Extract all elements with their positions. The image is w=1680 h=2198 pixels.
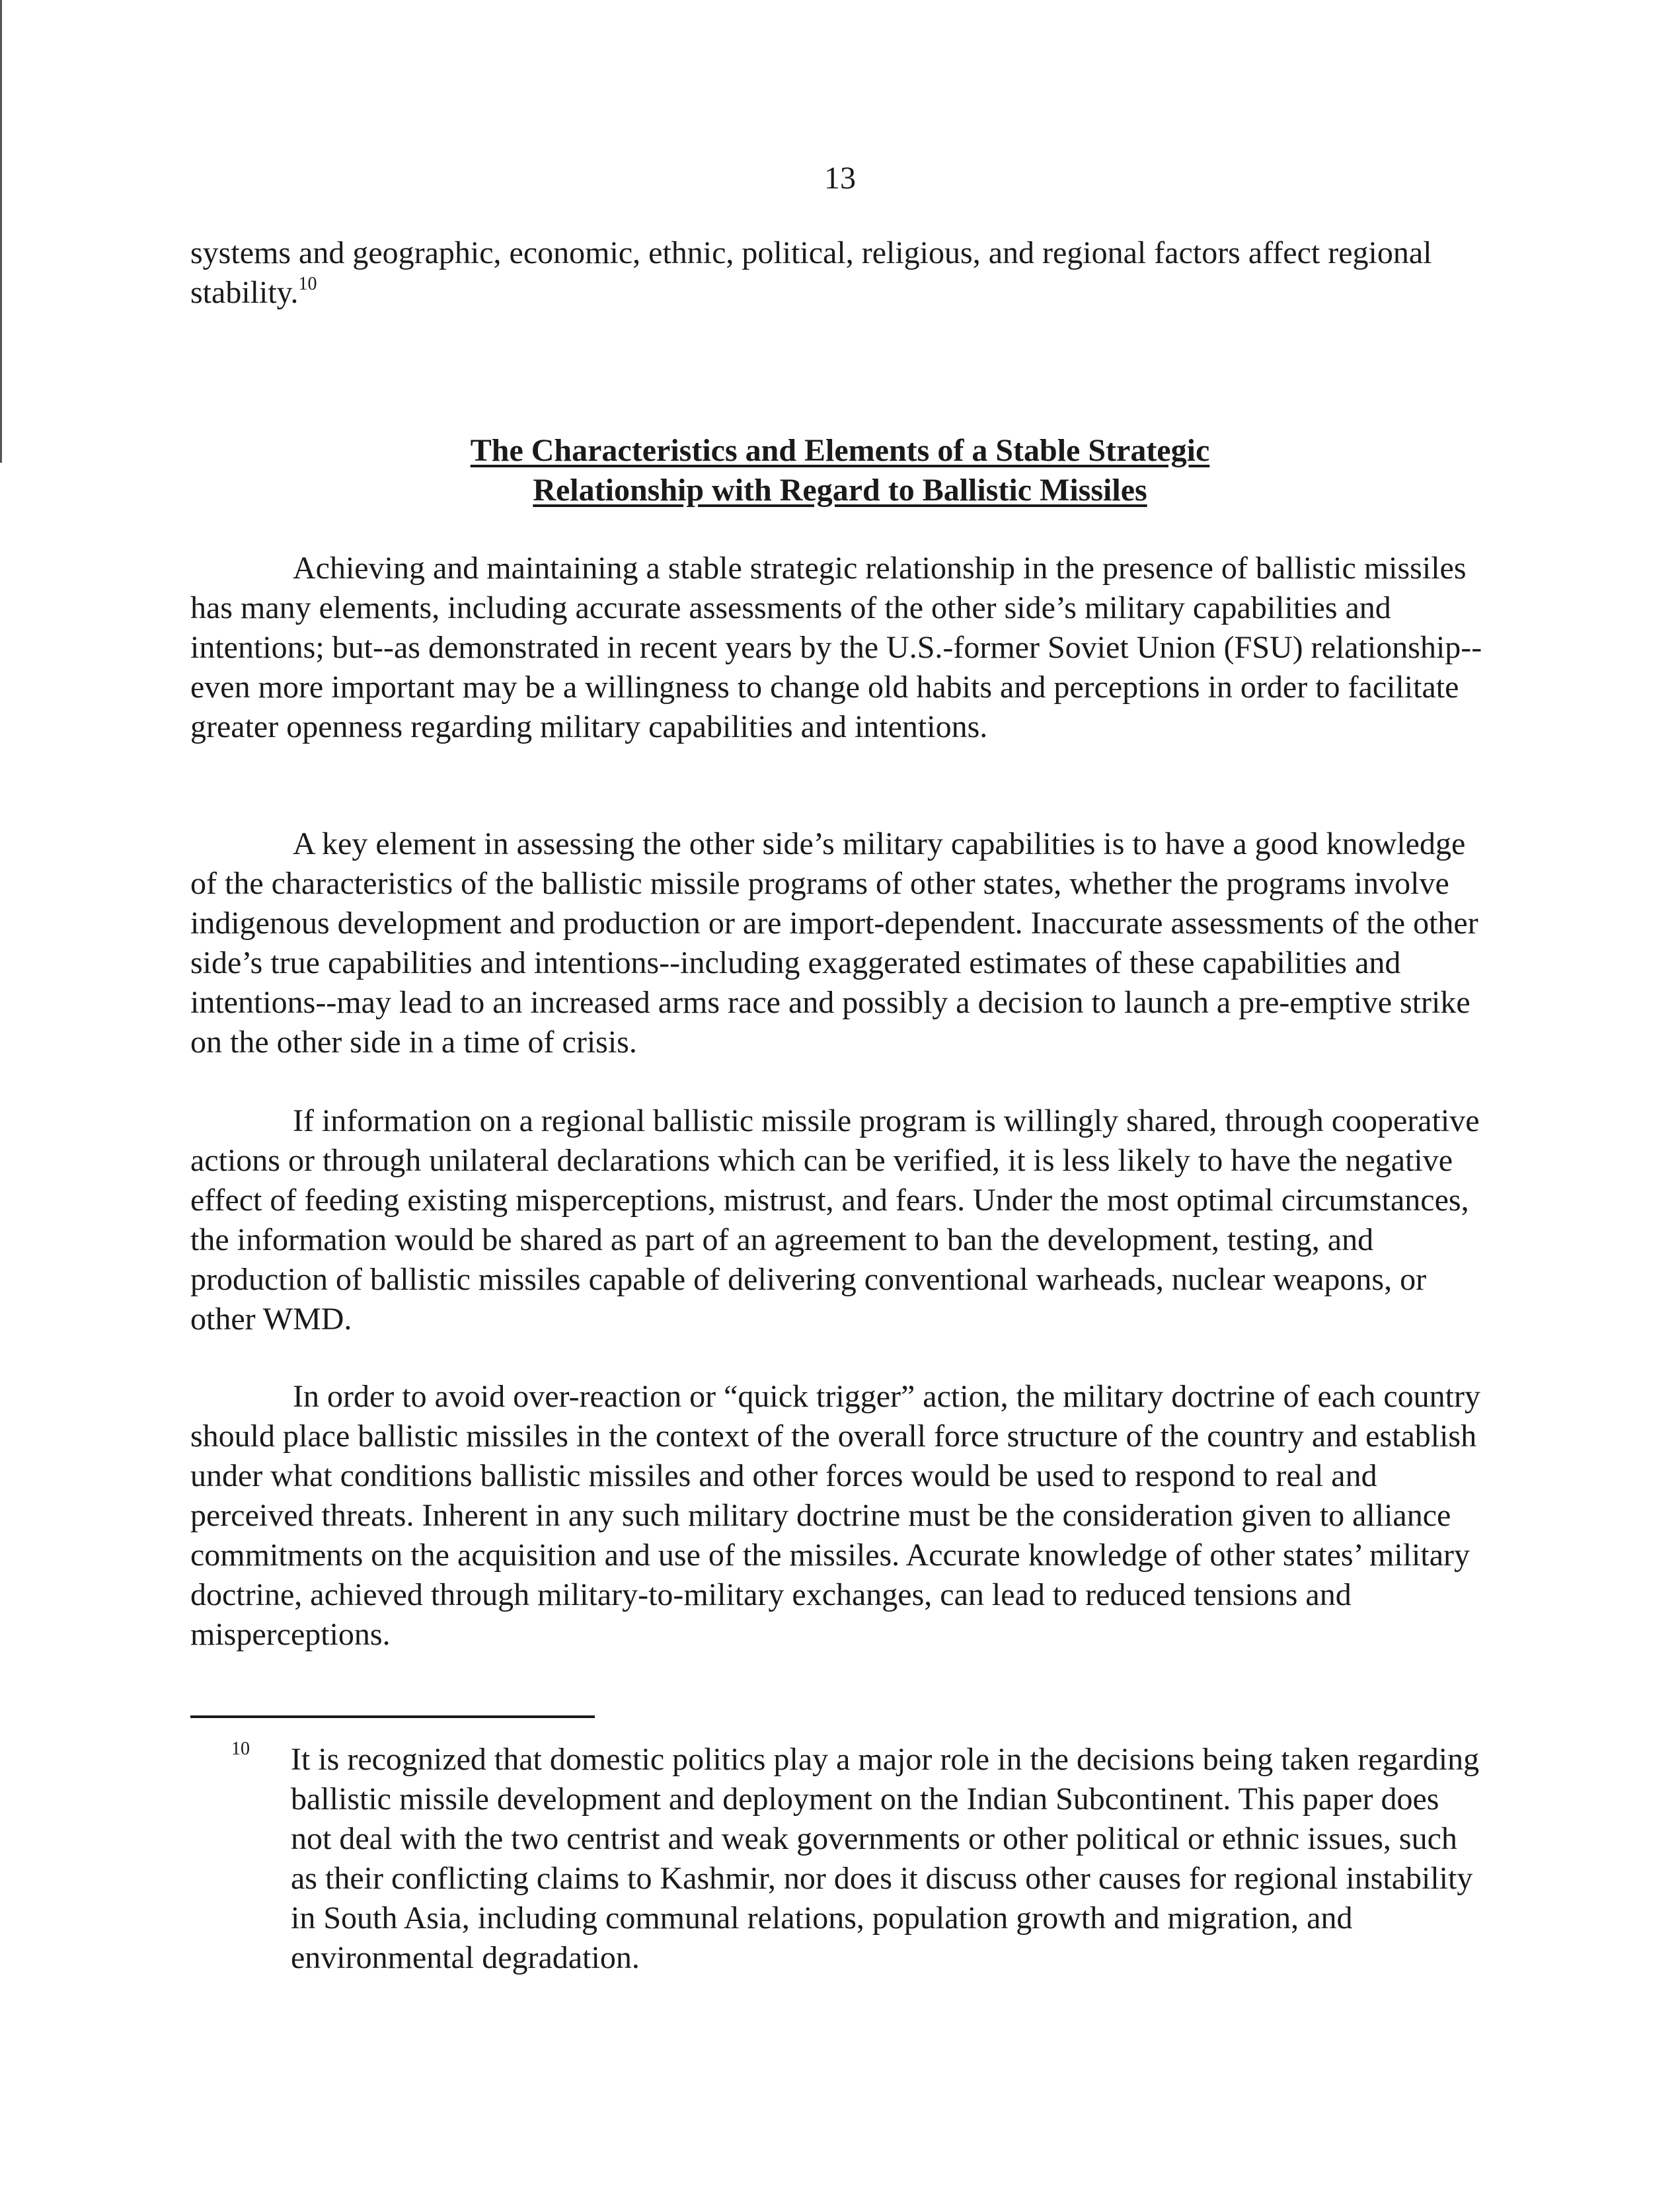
section-heading-line-2: Relationship with Regard to Ballistic Missiles [533, 473, 1147, 508]
body-paragraph-2: A key element in assessing the other side’s military capabilities is to have a good knowledge of the characteristics of the ballistic missile programs of other states, whether the programs involve indigenous development and production or are import-dependent. Inaccurate assessments of the other side’s true capabilities and intentions--including exaggerated estimates of these capabilities and intentions--may lead to an increased arms race and possibly a decision to launch a pre-emptive strike on the other side in a time of crisis. [190, 826, 1478, 1060]
section-heading-line-1: The Characteristics and Elements of a Stable Strategic [470, 433, 1210, 468]
intro-text: systems and geographic, economic, ethnic, political, religious, and regional factors affect regional stability. [190, 235, 1432, 310]
footnote-text: It is recognized that domestic politics play a major role in the decisions being taken regarding ballistic missile development and deployment on the Indian Subcontinent. This paper does not deal with the two centrist and weak governments or other political or ethnic issues, such as their conflicting claims to Kashmir, nor does it discuss other causes for regional instability in South Asia, including communal relations, population growth and migration, and environmental degradation. [291, 1742, 1480, 1975]
intro-paragraph [190, 233, 1499, 313]
page-number: 13 [824, 161, 856, 196]
footnote-reference: 10 [298, 274, 317, 294]
body-paragraph-3: If information on a regional ballistic missile program is willingly shared, through cooperative actions or through unilateral declarations which can be verified, it is less likely to have the negative effect of feeding existing misperceptions, mistrust, and fears. Under the most optimal circumstances, the information would be shared as part of an agreement to ban the development, testing, and production of ballistic missiles capable of delivering conventional warheads, nuclear weapons, or other WMD. [190, 1103, 1480, 1337]
footnote-separator [190, 1715, 595, 1718]
body-paragraph-4: In order to avoid over-reaction or “quick trigger” action, the military doctrine of each country should place ballistic missiles in the context of the overall force structure of the country and establish under what conditions ballistic missiles and other forces would be used to respond to real and perceived threats. Inherent in any such military doctrine must be the consideration given to alliance commitments on the acquisition and use of the missiles. Accurate knowledge of other states’ military doctrine, achieved through military-to-military exchanges, can lead to reduced tensions and misperceptions. [190, 1379, 1480, 1652]
footnote-mark: 10 [231, 1739, 250, 1759]
scan-edge-mark [0, 0, 2, 463]
body-paragraph-1: Achieving and maintaining a stable strategic relationship in the presence of ballistic missiles has many elements, including accurate assessments of the other side’s military capabilities and intentions; but--as demonstrated in recent years by the U.S.-former Soviet Union (FSU) relationship--even more important may be a willingness to change old habits and perceptions in order to facilitate greater openness regarding military capabilities and intentions. [190, 551, 1482, 744]
section-heading [0, 431, 1680, 510]
